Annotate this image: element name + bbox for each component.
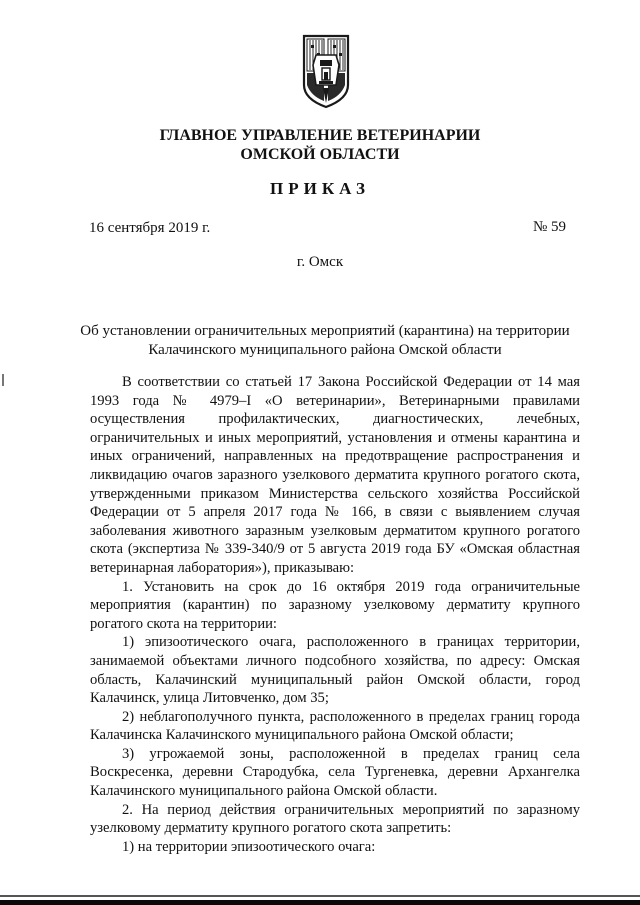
body-line: скота (экспертиза № 339-340/9 от 5 августа 2019 года БУ «Омская областная [90,541,580,558]
order-subject-line2: Калачинского муниципального района Омской области [148,342,502,358]
body-line: узелковому дерматиту крупного рогатого скота запретить: [90,820,452,837]
order-number: № 59 [532,219,566,235]
body-line: мероприятия (карантин) по заразному узелковому дерматиту крупного [90,597,580,614]
issue-city: г. Омск [296,254,344,270]
body-line: Калачинск, улица Литовченко, дом 35; [90,690,329,707]
body-line: 1) эпизоотического очага, расположенного в границах территории, [122,634,580,651]
body-line: Федерации от 5 апреля 2017 года № 166, в связи с выявлением случая [90,504,580,521]
order-subject-line1: Об установлении ограничительных мероприятий (карантина) на территории [80,323,570,339]
body-line: занимаемой объектами личного подсобного хозяйства, по адресу: Омская [90,652,580,669]
body-line: Воскресенка, деревни Стародубка, села Тургеневка, деревни Архангелка [90,764,580,781]
body-line: 1993 года № 4979–I «О ветеринарии», Ветеринарными правилами [90,392,580,409]
body-line: 2. На период действия ограничительных мероприятий по заразному [122,801,580,818]
body-line: иных ограничений, направленных на предотвращение распространения и [90,448,580,465]
scan-border-edge [0,895,640,897]
body-line: 1. Установить на срок до 16 октября 2019 года ограничительные [122,578,580,595]
scan-margin-mark [2,374,4,386]
body-line: заболевания животного заразным узелковым дерматитом крупного рогатого [90,522,580,539]
body-line: ликвидацию очагов заразного узелкового дерматита крупного рогатого скота, [90,466,580,483]
body-line: Калачинска Калачинского муниципального района Омской области; [90,727,514,744]
body-line: утвержденными приказом Министерства сельского хозяйства Российской [90,485,580,502]
body-line: Калачинского муниципального района Омской области. [90,783,438,800]
body-line: ограничительных и иных мероприятий, установления и отмены карантина и [90,429,580,446]
body-line: осуществления профилактических, диагностических, лечебных, [90,411,580,428]
body-line: рогатого скота на территории: [90,615,277,632]
body-line: ветеринарная лаборатория»), приказываю: [90,559,355,576]
body-line: 3) угрожаемой зоны, расположенной в пределах границ села [122,745,580,762]
body-line: 1) на территории эпизоотического очага: [122,838,376,855]
coat-of-arms-icon [301,33,351,109]
body-line: область, Калачинский муниципальный район Омской области, город [90,671,580,688]
order-date: 16 сентября 2019 г. [89,220,211,236]
scan-border [0,900,640,905]
order-body [90,373,580,856]
body-line: 2) неблагополучного пункта, расположенного в пределах границ города [122,708,580,725]
organization-name-line1: ГЛАВНОЕ УПРАВЛЕНИЕ ВЕТЕРИНАРИИ [159,127,481,144]
document-type-title: ПРИКАЗ [270,179,370,198]
organization-name-line2: ОМСКОЙ ОБЛАСТИ [240,146,400,163]
body-line: В соответствии со статьей 17 Закона Российской Федерации от 14 мая [122,374,580,390]
